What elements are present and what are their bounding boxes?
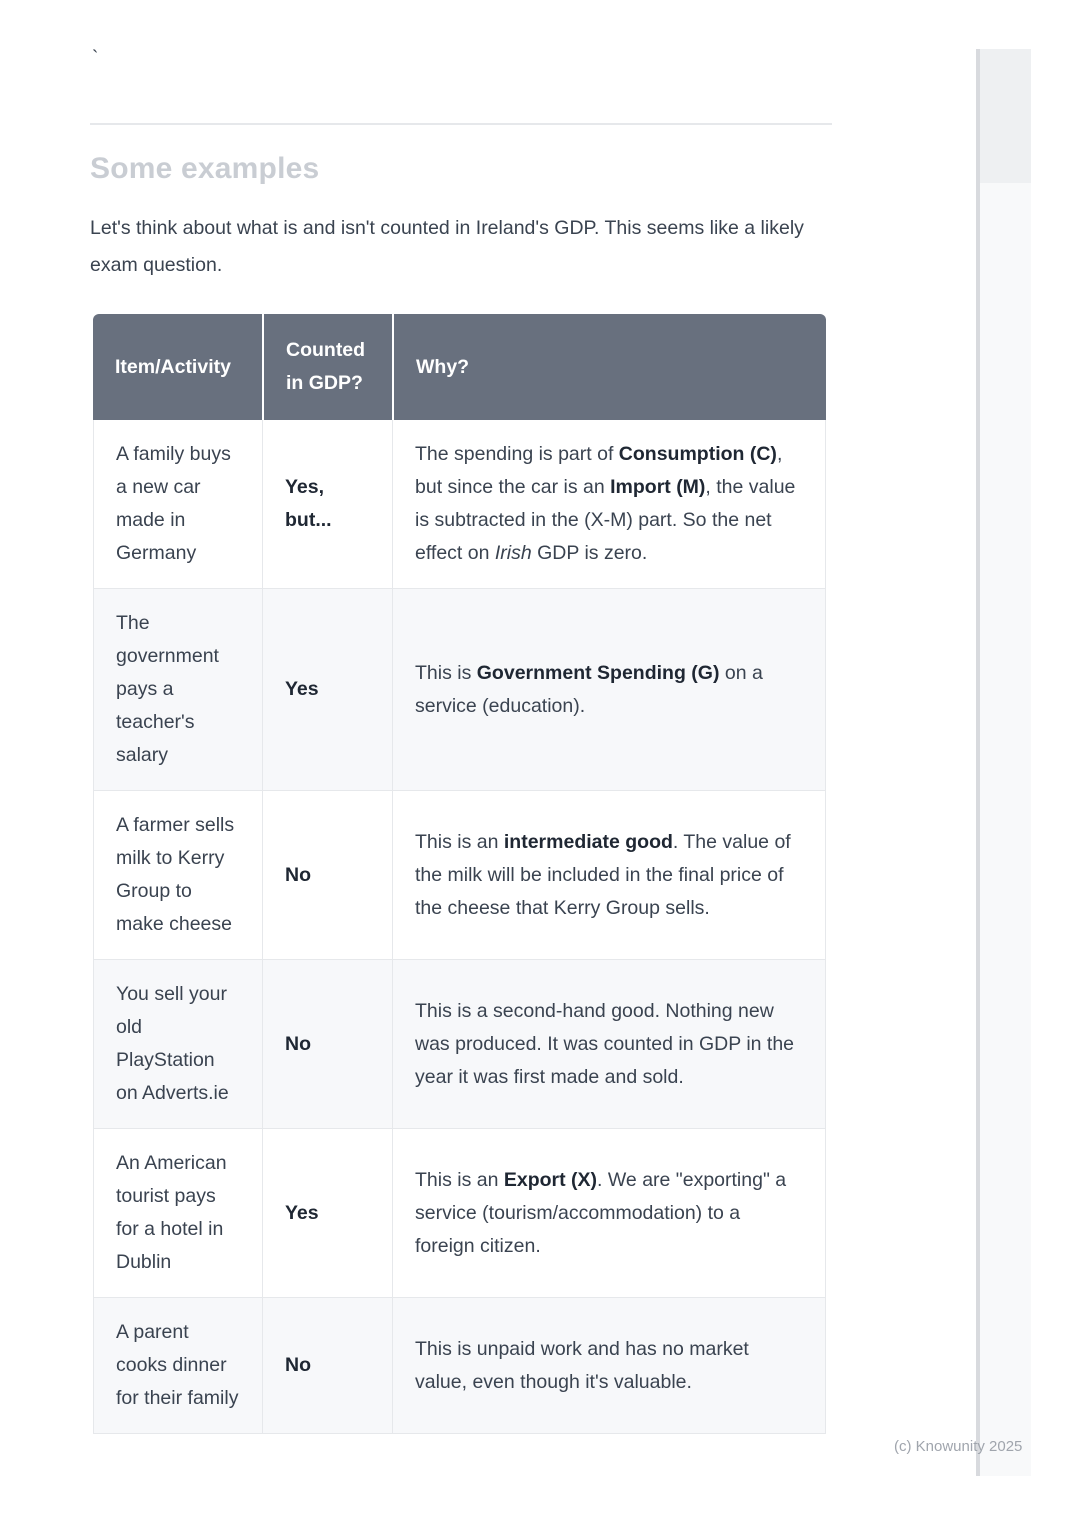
- counted-in-gdp-cell: Yes: [262, 1129, 392, 1298]
- table-row: [93, 960, 826, 1129]
- column-header-why: Why?: [392, 314, 826, 420]
- item-activity-cell: A family buys a new car made in Germany: [93, 420, 262, 589]
- table-row: [93, 1129, 826, 1298]
- scrollbar-thumb[interactable]: [980, 49, 1031, 183]
- counted-in-gdp-cell: No: [262, 960, 392, 1129]
- table-row: [93, 589, 826, 791]
- counted-in-gdp-cell: No: [262, 1298, 392, 1434]
- item-activity-cell: A parent cooks dinner for their family: [93, 1298, 262, 1434]
- why-cell: This is Government Spending (G) on a service (education).: [392, 589, 826, 791]
- table-row: [93, 791, 826, 960]
- why-cell: This is unpaid work and has no market value, even though it's valuable.: [392, 1298, 826, 1434]
- counted-in-gdp-cell: Yes, but...: [262, 420, 392, 589]
- section-divider: [90, 123, 832, 125]
- item-activity-cell: The government pays a teacher's salary: [93, 589, 262, 791]
- column-header-counted-in-gdp: Counted in GDP?: [262, 314, 392, 420]
- copyright-watermark: (c) Knowunity 2025: [894, 1438, 1023, 1455]
- counted-in-gdp-cell: No: [262, 791, 392, 960]
- gdp-examples-table: [93, 314, 826, 1434]
- scrollbar-track[interactable]: [976, 49, 1031, 1476]
- why-cell: This is an intermediate good. The value of the milk will be included in the final price of the cheese that Kerry Group sells.: [392, 791, 826, 960]
- stray-backtick-text: `: [92, 48, 99, 69]
- why-cell: This is an Export (X). We are "exporting" a service (tourism/accommodation) to a foreign citizen.: [392, 1129, 826, 1298]
- table-row: [93, 1298, 826, 1434]
- table-row: [93, 420, 826, 589]
- column-header-item-activity: Item/Activity: [93, 314, 262, 420]
- table-header-row: [93, 314, 826, 420]
- why-cell: The spending is part of Consumption (C), but since the car is an Import (M), the value is subtracted in the (X-M) part. So the net effect on Irish GDP is zero.: [392, 420, 826, 589]
- item-activity-cell: You sell your old PlayStation on Adverts.ie: [93, 960, 262, 1129]
- counted-in-gdp-cell: Yes: [262, 589, 392, 791]
- section-title: Some examples: [90, 152, 320, 185]
- why-cell: This is a second-hand good. Nothing new was produced. It was counted in GDP in the year it was first made and sold.: [392, 960, 826, 1129]
- intro-paragraph: Let's think about what is and isn't counted in Ireland's GDP. This seems like a likely exam question.: [90, 217, 804, 276]
- item-activity-cell: A farmer sells milk to Kerry Group to make cheese: [93, 791, 262, 960]
- item-activity-cell: An American tourist pays for a hotel in Dublin: [93, 1129, 262, 1298]
